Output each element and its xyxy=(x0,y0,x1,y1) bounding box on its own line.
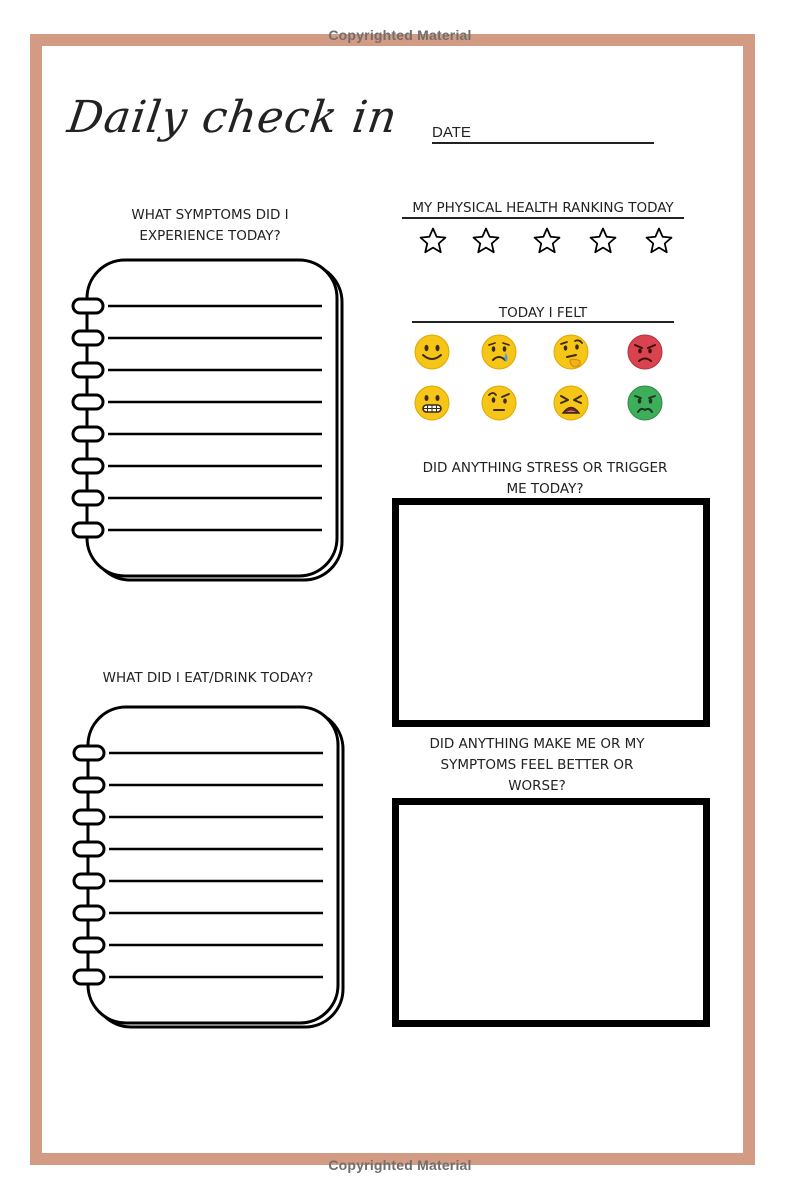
better-worse-question-line1: DID ANYTHING MAKE ME OR MY xyxy=(429,736,645,752)
star-icon[interactable] xyxy=(418,226,448,256)
symptoms-question-line1: WHAT SYMPTOMS DID I xyxy=(131,207,289,223)
skeptical-face-icon[interactable] xyxy=(481,385,517,421)
tired-face-icon[interactable] xyxy=(553,385,589,421)
copyright-watermark-top: Copyrighted Material xyxy=(328,27,472,43)
better-worse-question-line3: WORSE? xyxy=(508,778,566,794)
mood-underline xyxy=(412,321,674,323)
star-icon[interactable] xyxy=(644,226,674,256)
symptoms-question-line2: EXPERIENCE TODAY? xyxy=(139,228,281,244)
symptoms-question xyxy=(90,205,330,247)
health-ranking-title: MY PHYSICAL HEALTH RANKING TODAY xyxy=(412,200,674,216)
thinking-face-icon[interactable] xyxy=(553,334,589,370)
symptoms-notebook[interactable] xyxy=(70,258,346,587)
star-icon[interactable] xyxy=(532,226,562,256)
better-worse-question-line2: SYMPTOMS FEEL BETTER OR xyxy=(440,757,634,773)
star-icon[interactable] xyxy=(588,226,618,256)
stress-question-line2: ME TODAY? xyxy=(506,481,584,497)
better-worse-question xyxy=(392,734,682,797)
copyright-watermark-bottom: Copyrighted Material xyxy=(328,1157,472,1173)
better-worse-answer-box[interactable] xyxy=(392,798,710,1027)
nauseated-face-icon[interactable] xyxy=(627,385,663,421)
food-question: WHAT DID I EAT/DRINK TODAY? xyxy=(102,670,314,686)
mood-title: TODAY I FELT xyxy=(498,305,588,321)
stress-question-line1: DID ANYTHING STRESS OR TRIGGER xyxy=(422,460,668,476)
date-field[interactable] xyxy=(432,142,654,144)
health-ranking-underline xyxy=(402,217,684,219)
page-title: Daily check in xyxy=(64,92,401,143)
notebook-icon xyxy=(70,258,346,582)
grimacing-face-icon[interactable] xyxy=(414,385,450,421)
date-label: DATE xyxy=(432,124,471,141)
notebook-icon xyxy=(71,705,347,1029)
stress-question xyxy=(392,458,698,500)
star-icon[interactable] xyxy=(471,226,501,256)
smiling-face-icon[interactable] xyxy=(414,334,450,370)
crying-face-icon[interactable] xyxy=(481,334,517,370)
food-notebook[interactable] xyxy=(71,705,347,1034)
stress-answer-box[interactable] xyxy=(392,498,710,727)
angry-face-icon[interactable] xyxy=(627,334,663,370)
